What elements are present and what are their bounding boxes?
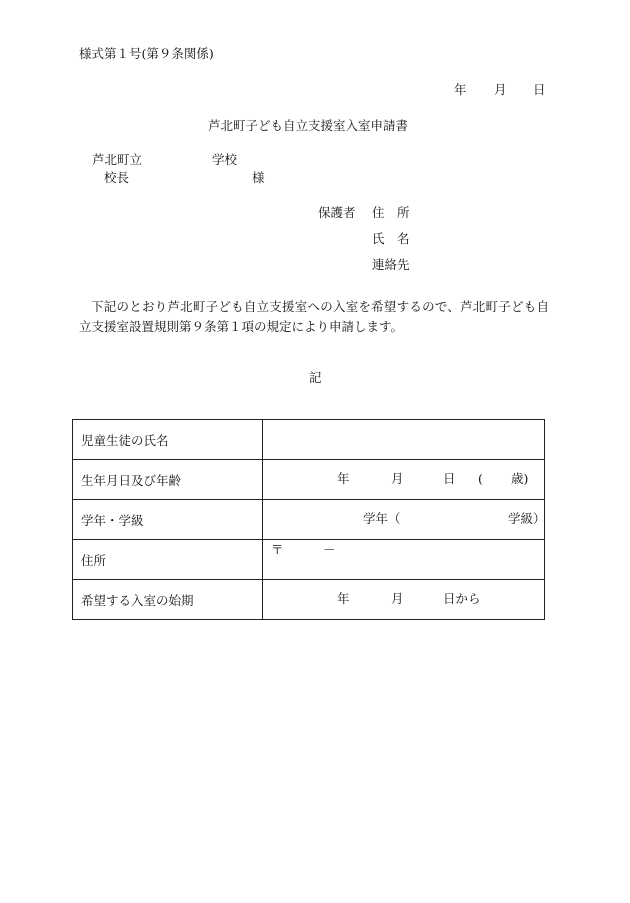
birth-year-unit: 年 (337, 471, 350, 486)
class-unit: 学級） (508, 511, 546, 526)
date-month: 月 (494, 82, 507, 97)
addressee-school: 学校 (212, 152, 238, 167)
age-open-paren: ( (478, 471, 483, 486)
value-desired-start[interactable] (263, 580, 545, 620)
postal-mark-icon: 〒 (271, 542, 284, 557)
form-number: 様式第１号(第９条関係) (79, 46, 214, 61)
label-birthdate-age: 生年月日及び年齢 (73, 460, 263, 500)
value-birthdate-age[interactable] (263, 460, 545, 500)
table-row (73, 420, 545, 460)
grade-unit: 学年（ (363, 511, 401, 526)
start-year-unit: 年 (337, 591, 350, 606)
applicant-role: 保護者 (318, 205, 356, 220)
addressee-honorific: 様 (252, 170, 265, 185)
applicant-address-label: 住 所 (372, 205, 410, 220)
document-title: 芦北町子ども自立支援室入室申請書 (208, 118, 409, 133)
start-day-from: 日から (443, 591, 481, 606)
date-year: 年 (454, 82, 467, 97)
applicant-name-label: 氏 名 (372, 231, 410, 246)
table-row (73, 460, 545, 500)
postal-dash: － (323, 542, 336, 557)
label-student-name: 児童生徒の氏名 (73, 420, 263, 460)
addressee-principal: 校長 (104, 170, 130, 185)
table-row (73, 540, 545, 580)
label-address: 住所 (73, 540, 263, 580)
date-day: 日 (533, 82, 546, 97)
label-grade-class: 学年・学級 (73, 500, 263, 540)
birth-day-unit: 日 (443, 471, 456, 486)
value-grade-class[interactable] (263, 500, 545, 540)
age-unit: 歳) (511, 471, 529, 486)
start-month-unit: 月 (391, 591, 404, 606)
value-student-name[interactable] (263, 420, 545, 460)
label-desired-start: 希望する入室の始期 (73, 580, 263, 620)
value-address[interactable] (263, 540, 545, 580)
addressee-town-school: 芦北町立 (92, 152, 143, 167)
table-row (73, 580, 545, 620)
birth-month-unit: 月 (391, 471, 404, 486)
request-body-text: 下記のとおり芦北町子ども自立支援室への入室を希望するので、芦北町子ども自立支援室設置規則第９条第１項の規定により申請します。 (79, 299, 549, 334)
ki-heading: 記 (309, 370, 322, 385)
application-table (72, 419, 545, 620)
table-row (73, 500, 545, 540)
applicant-contact-label: 連絡先 (372, 257, 410, 272)
